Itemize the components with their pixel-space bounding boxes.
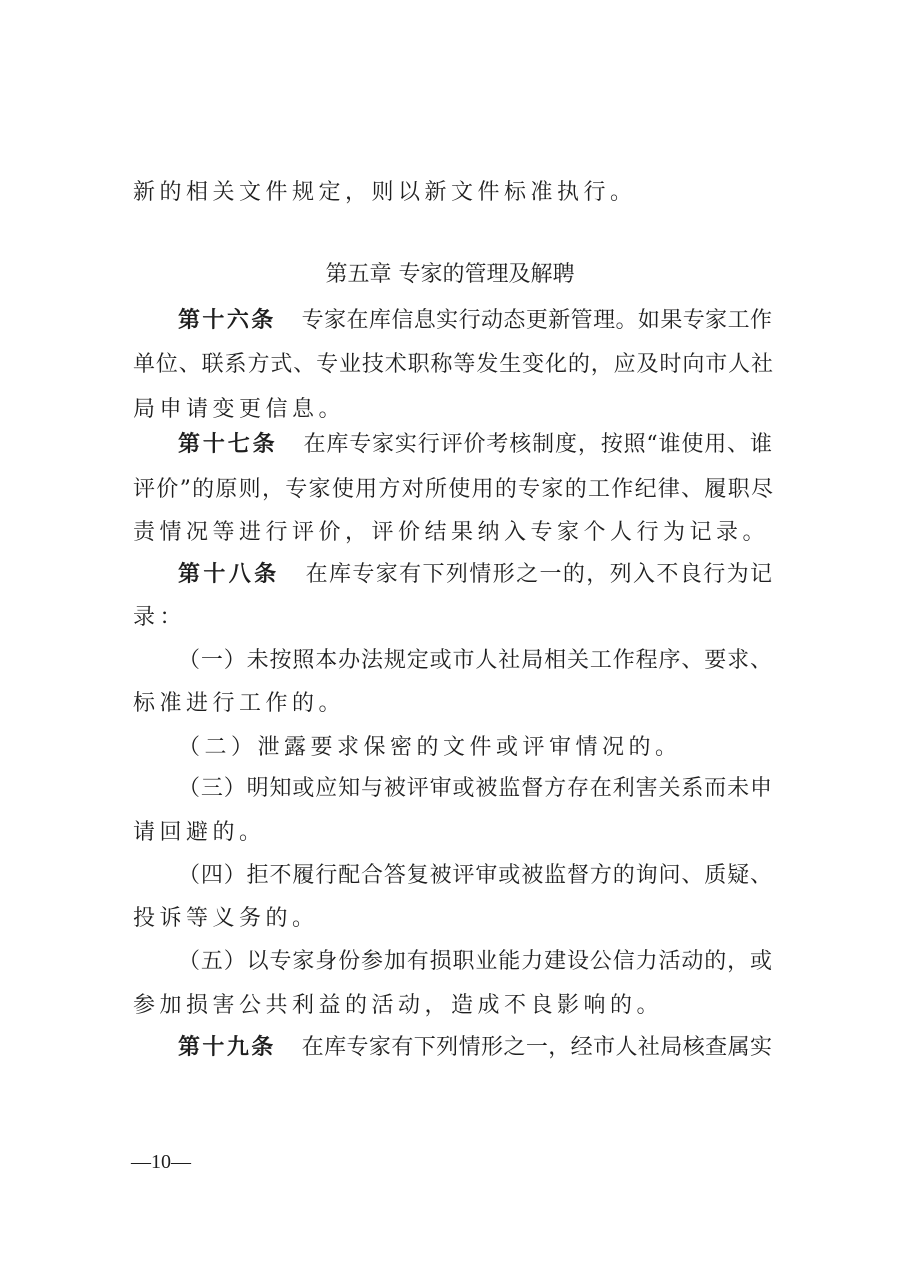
- article-number: 第十六条: [178, 308, 276, 333]
- article-18-line-1: 第十八条 在库专家有下列情形之一的，列入不良行为记: [178, 562, 772, 587]
- paragraph-line: 投诉等义务的。: [133, 906, 319, 931]
- chapter-heading: 第五章 专家的管理及解聘: [325, 262, 575, 287]
- article-19-line-1: 第十九条 在库专家有下列情形之一，经市人社局核查属实: [178, 1035, 772, 1060]
- article-number: 第十七条: [178, 432, 278, 457]
- paragraph-line: 局申请变更信息。: [133, 397, 346, 422]
- article-16-line-1: 第十六条 专家在库信息实行动态更新管理。如果专家工作: [178, 308, 772, 333]
- paragraph-line: 请回避的。: [133, 820, 266, 845]
- list-item-2: （二）泄露要求保密的文件或评审情况的。: [178, 735, 682, 760]
- paragraph-line: 单位、联系方式、专业技术职称等发生变化的，应及时向市人社: [133, 352, 773, 377]
- article-number: 第十八条: [178, 562, 280, 587]
- article-number: 第十九条: [178, 1035, 276, 1060]
- list-item-4-line-1: （四）拒不履行配合答复被评审或被监督方的询问、质疑、: [178, 863, 772, 888]
- paragraph-line: 参加损害公共利益的活动，造成不良影响的。: [133, 993, 664, 1018]
- paragraph-line: 新的相关文件规定，则以新文件标准执行。: [133, 180, 637, 205]
- list-item-3-line-1: （三）明知或应知与被评审或被监督方存在利害关系而未申: [178, 776, 772, 801]
- page-number: —10—: [131, 1151, 191, 1173]
- article-17-line-1: 第十七条 在库专家实行评价考核制度，按照“谁使用、谁: [178, 432, 772, 457]
- paragraph-line: 评价”的原则，专家使用方对所使用的专家的工作纪律、履职尽: [133, 477, 773, 502]
- paragraph-line: 责情况等进行评价，评价结果纳入专家个人行为记录。: [133, 520, 770, 545]
- paragraph-line: 标准进行工作的。: [133, 691, 346, 716]
- list-item-5-line-1: （五）以专家身份参加有损职业能力建设公信力活动的，或: [178, 949, 772, 974]
- list-item-1-line-1: （一）未按照本办法规定或市人社局相关工作程序、要求、: [178, 648, 772, 673]
- paragraph-line: 录：: [133, 605, 187, 630]
